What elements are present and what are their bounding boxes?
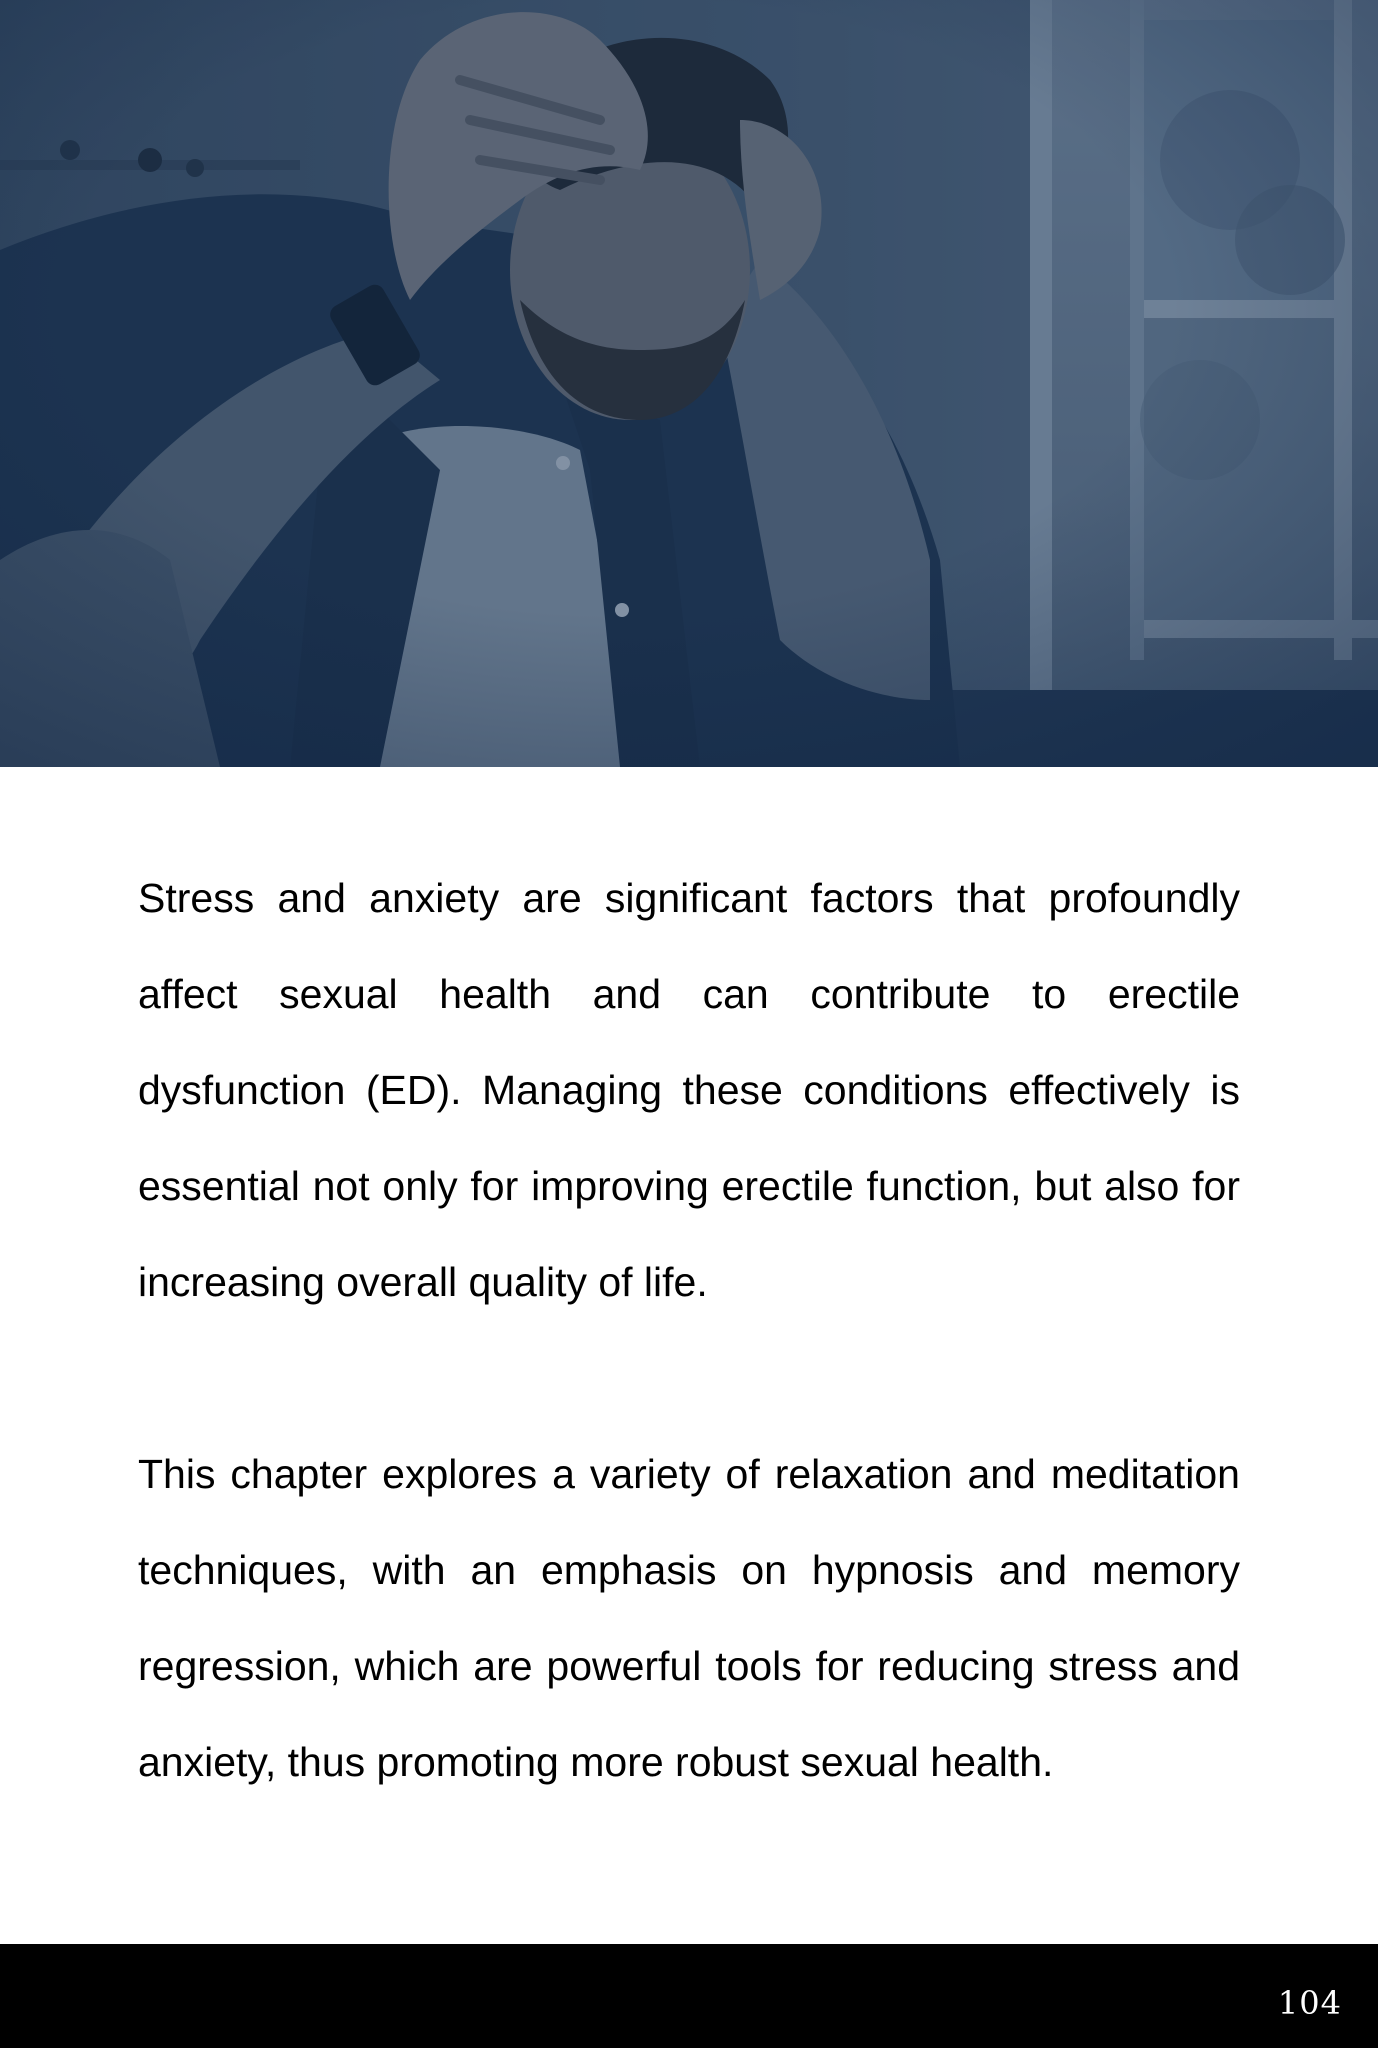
page-number: 104	[1277, 1984, 1342, 2022]
hero-photo	[0, 0, 1378, 767]
page-footer	[0, 1944, 1378, 2048]
paragraph-intro: Stress and anxiety are significant factors that profoundly affect sexual health and can contribute to erectile dysfunction (ED). Managing these conditions effectively is essential not only for improving erectile function, but also for increasing overall quality of life.	[138, 875, 1240, 1305]
paragraph-chapter-overview: This chapter explores a variety of relaxation and meditation techniques, with an emphasis on hypnosis and memory regression, which are powerful tools for reducing stress and anxiety, thus promoting more robust sexual health.	[138, 1451, 1240, 1785]
stressed-man-illustration	[0, 0, 1378, 767]
body-text	[138, 850, 1240, 1810]
